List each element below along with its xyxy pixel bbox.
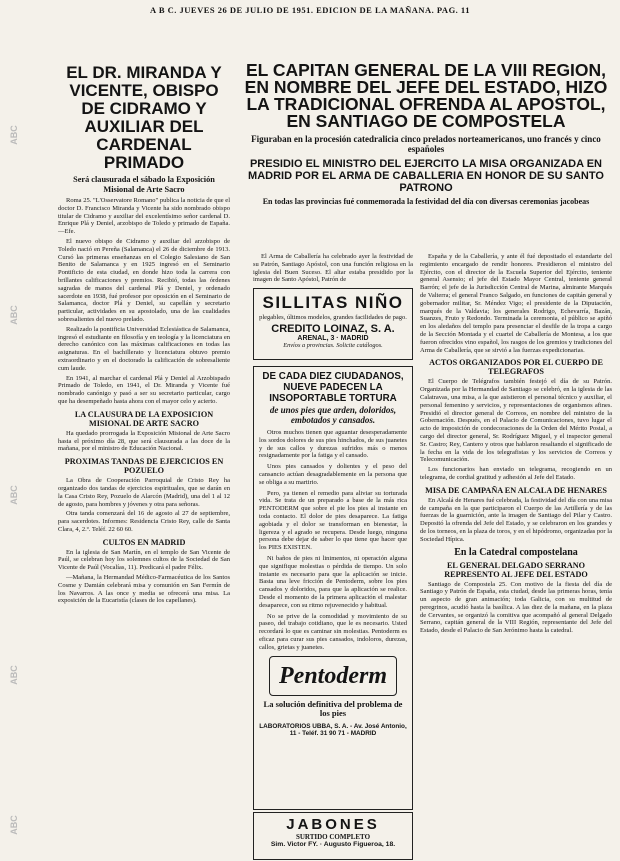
ad-paragraph: No se prive de la comodidad y movimiento de su paseo, del trabajo cotidiano, que le es necesario. Usted recordará lo que es caminar sin molestias. Pentoderm es eficaz para curar sus pies cansados, indoloros, durezas, callos, grietas y juanetes. xyxy=(259,612,407,651)
article-paragraph: Roma 25. "L'Osservatore Romano" publica la noticia de que el doctor D. Francisco Miranda y Vicente ha sido nombrado obispo titular de Cidramo y auxiliar del excelentísimo señor cardenal D. Enrique Plá y Deniel, arzobispo de Toledo y primado de España.—Efe. xyxy=(58,197,230,236)
watermark: ABC xyxy=(8,665,19,685)
watermark: ABC xyxy=(8,485,19,505)
article-paragraph: El Cuerpo de Telégrafos también festejó el día de su Patrón. Organizada por la Hermandad de Santiago se celebró, en la iglesia de las Calatravas, una misa, a la que asistieron el personal técnico y auxiliar, el personal femenino y servicios, y representaciones de organismos afines. Presidió el director general de Correos, en nombre del ministro de la Gobernación. Después, en el Palacio de Comunicaciones, tuvo lugar el acto de imposición de condecoraciones de la Orden del Mérito Postal, a cargo del director general, Sr. Rodríguez Miguel, y el inspector general Sr. Castro; Rey, Cantero y otros que hablaron resaltando el significado de la fecha en la vida de los telegrafistas y los servicios de Correos y Telecomunicación. xyxy=(420,378,612,464)
main-headline-block xyxy=(238,62,614,206)
article-paragraph: En 1941, al marchar el cardenal Plá y Deniel al Arzobispado Primado de Toledo, en 1941, el Dr. Miranda y Vicente fué nombrado canónigo y pasó a ser su secretario particular, cargo que ha desempeñado hasta ahora con el mayor celo y acierto. xyxy=(58,374,230,405)
watermark: ABC xyxy=(8,815,19,835)
ad-pentoderm xyxy=(253,366,413,810)
watermark: ABC xyxy=(8,125,19,145)
ad-paragraph: Pero, ya tienen el remedio para aliviar su torturada vida. Se trata de un preparado a base de la más rica PENTODERM que sobre el pie los pies al instante en toda contacto. El dolor de pies desaparece. La fatiga agobiada y el dolor se transforman en bienestar, la ligereza y el agrado se recupera. Desde luego, ninguna persona debe dejar de saber lo que tiene que hacer que los PIES EXISTEN. xyxy=(259,489,407,552)
article-paragraph: La Obra de Cooperación Parroquial de Cristo Rey ha organizado dos tandas de ejercicios espirituales, que se darán en la Casa Cristo Rey, Pozuelo de Alarcón (Madrid), una del 1 al 12 de agosto, para hombres y jóvenes y otra para señoras. xyxy=(58,477,230,508)
article-paragraph: Santiago de Compostela 25. Con motivo de la fiesta del día de Santiago y Patrón de España, esta ciudad, desde las primeras horas, tenía un aspecto de gran animación; toda Galicia, con su multitud de peregrinos, acudió hasta la basílica. A las diez de la mañana, en la plaza de Cervantes, se organizó la comitiva que acompañó al general Delgado Serrano, capitán general de la VIII Región, representante del Jefe del Estado, desde el Palacio de San Jerónimo hasta la catedral. xyxy=(420,580,612,635)
article-paragraph: Ha quedado prorrogada la Exposición Misional de Arte Sacro hasta el próximo día 28, que será clausurada a las doce de la mañana, por el ministro de Educación Nacional. xyxy=(58,429,230,453)
ad-title: SILLITAS NIÑO xyxy=(262,293,404,312)
right-column xyxy=(420,253,612,860)
watermark: ABC xyxy=(8,305,19,325)
ad-paragraph: Ni baños de pies ni linimentos, ni operación alguna que signifique molestias o pérdida de tiempo. Un solo instante es necesario para que la aplicación se inicie. Basta una leve fricción de Pentoderm, sobre los pies cansados y doloridos, para que la aplicación se realice. Desde el momento de la primera aplicación el malestar desaparece, con su ritmo rejuvenecido y habitual. xyxy=(259,554,407,609)
ad-address: ARENAL, 3 · MADRID xyxy=(297,334,369,342)
ad-sillitas xyxy=(253,288,413,360)
section-heading: PROXIMAS TANDAS DE EJERCICIOS EN POZUELO xyxy=(64,457,224,476)
article-paragraph: El nuevo obispo de Cidramo y auxiliar del arzobispo de Toledo nació en Pereña (Salamanca) el 26 de diciembre de 1913. Cursó las primeras enseñanzas en el Colegio Salesiano de San Benito de Salamanca y en 1925 ingresó en el Seminario Pontificio de esta ciudad, en donde hizo toda la carrera con brillantes calificaciones y premios. Recibió, todas las órdenes sagradas de manos del cardenal Plá y Deniel, y ordenado sacerdote en 1938, fué profesor por oposición en el Seminario de Salamanca, doctor Plá y Deniel, su capellán y secretario particular, actividades en su apostolado, una de las cualidades sobresalientes del nuevo prelado. xyxy=(58,237,230,323)
ad-title: JABONES xyxy=(286,816,380,833)
ad-address: Sim. Victor FY. · Augusto Figueroa, 18. xyxy=(270,841,396,848)
ad-subhead: de unos pies que arden, doloridos, embotados y cansados. xyxy=(269,405,397,425)
ad-laboratory: LABORATORIOS UBBA, S. A. - Av. José Antonio, 11 - Teléf. 31 90 71 - MADRID xyxy=(259,722,407,738)
article-paragraph: Los funcionarios han enviado un telegrama, recogiendo en un telegrama, de cordial gratitud y adhesión al Jefe del Estado. xyxy=(420,466,612,481)
article-paragraph: El Arma de Caballería ha celebrado ayer la festividad de su Patrón, Santiago Apóstol, con una función religiosa en la iglesia del Buen Suceso. El altar estaba presidido por la imagen de Santo Apóstol, Patrón de xyxy=(253,253,413,284)
main-deck-secondary: PRESIDIO EL MINISTRO DEL EJERCITO LA MISA ORGANIZADA EN MADRID POR EL ARMA DE CABALLERIA EN HONOR DE SU SANTO PATRONO xyxy=(248,158,604,194)
ad-jabones xyxy=(253,812,413,860)
section-heading: LA CLAUSURA DE LA EXPOSICION MISIONAL DE ARTE SACRO xyxy=(74,409,214,428)
main-headline: EL CAPITAN GENERAL DE LA VIII REGION, EN NOMBRE DEL JEFE DEL ESTADO, HIZO LA TRADICIONAL OFRENDA AL APOSTOL, EN SANTIAGO DE COMPOSTELA xyxy=(244,60,608,131)
section-heading: CULTOS EN MADRID xyxy=(102,537,186,547)
page-header: A B C. JUEVES 26 DE JULIO DE 1951. EDICION DE LA MAÑANA. PAG. 11 xyxy=(150,5,470,15)
section-heading: En la Catedral compostelana xyxy=(454,546,578,558)
article-paragraph: España y de la Caballería, y ante él fué depositado el estandarte del regimiento encargado de rendir honores. Presidieron el ministro del Ejército, con el director de la Escuela Superior del Ejército, teniente general Asensio; el jefe del Estado Mayor Central, teniente general Barrón; el jefe de la Jurisdicción Central de Marina, almirante Marqués de Valterra; el general Franco Salgado, en funciones de capitán general y gobernador militar, Sr. Méndez Vigo; el presidente de la Diputación, marqués de la Valdavia; los generales Rodrigo, Echevarría, Bazán, Suanzes, Fruto y Redondo. Terminada la ceremonia, el público se apiñó en los aledaños del templo para presenciar el desfile de la tropa a cargo de la Sección Montada y el cuartel de Caballería de Montesa, a los que fueron ofrecidos vino español, los rasgos de los gremios y tradiciones del Arma de Caballería, que se sirvió a las fuerzas expedicionarias. xyxy=(420,253,612,354)
ad-footer: Envíos a provincias. Solicite catálogos. xyxy=(283,341,383,349)
ad-headline: DE CADA DIEZ CIUDADANOS, NUEVE PADECEN LA INSOPORTABLE TORTURA xyxy=(262,371,404,404)
ad-paragraph: Unos pies cansados y dolientes y el peso del cansancio actúan desagradablemente en la persona que se obliga a su martirio. xyxy=(259,463,407,486)
section-heading: MISA DE CAMPAÑA EN ALCALA DE HENARES xyxy=(425,485,607,495)
ad-subtitle: SURTIDO COMPLETO xyxy=(295,833,371,841)
ad-brand: CREDITO LOINAZ, S. A. xyxy=(271,322,395,335)
left-column xyxy=(58,64,230,860)
ad-paragraph: Otros muchos tienen que aguantar desesperadamente los sordos dolores de sus pies hinchados, de sus juanetes y de sus callos y durezas sufridos más o menos resignadamente por la fatiga y el cansado. xyxy=(259,429,407,460)
main-deck: Figuraban en la procesión catedralicia cinco prelados norteamericanos, uno francés y cinco españoles xyxy=(251,134,601,154)
article-paragraph: Otra tanda comenzará del 16 de agosto al 27 de septiembre, para sacerdotes. Informes: Residencia Cristo Rey, calle de Santa Clara, 4, 2.º. Teléf. 22 60 60. xyxy=(58,510,230,533)
main-deck-tertiary: En todas las provincias fué conmemorada la festividad del día con diversas ceremonias jacobeas xyxy=(262,197,590,206)
ad-text: plegables, últimos modelos, grandes facilidades de pago. xyxy=(259,314,407,321)
article-paragraph: En la iglesia de San Martín, en el templo de San Vicente de Paúl, se celebran hoy los solemnes cultos de la Sociedad de San Vicente de Paúl (Vocalías, 11). Predicará el padre Félix. xyxy=(58,548,230,572)
article-paragraph: —Mañana, la Hermandad Médico-Farmacéutica de los Santos Cosme y Damián celebrará misa y comunión en San Fermín de los Navarros. A las once y media se ofrecerá una misa. La exposición de la Eucaristía (clases de los capellanes). xyxy=(58,574,230,605)
article-paragraph: En Alcalá de Henares fué celebrada, la festividad del día con una misa de campaña en la que participaron el Cuerpo de las Artillería y de las fuerzas de la guarnición, ante la imagen de Santiago del Pilar y Castro. Depositó la ofrenda del Jefe del Estado, y se celebraron en los grandes y de los torneos, en la plaza de toros, y en el hipódromo, organizadas por la Sociedad Hípica. xyxy=(420,496,612,543)
pentoderm-logo: Pentoderm xyxy=(269,656,397,696)
ad-slogan: La solución definitiva del problema de los pies xyxy=(263,698,403,719)
left-headline: EL DR. MIRANDA Y VICENTE, OBISPO DE CIDRAMO Y AUXILIAR DEL CARDENAL PRIMADO xyxy=(66,64,222,172)
section-heading: ACTOS ORGANIZADOS POR EL CUERPO DE TELEGRAFOS xyxy=(429,358,603,377)
article-paragraph: Realizado la pontificia Universidad Eclesiástica de Salamanca, ingresó el estudiante en filosofía y en teología y la licenciatura en derecho canónico con las máximas calificaciones en todas las asignaturas. En el bachillerato y licenciatura obtuvo premio extraordinario y en el doctorado la calificación de sobresaliente cum laude. xyxy=(58,325,230,372)
left-subhead: Será clausurada el sábado la Exposición Misional de Arte Sacro xyxy=(73,175,215,194)
section-heading: EL GENERAL DELGADO SERRANO REPRESENTO AL JEFE DEL ESTADO xyxy=(444,560,588,579)
